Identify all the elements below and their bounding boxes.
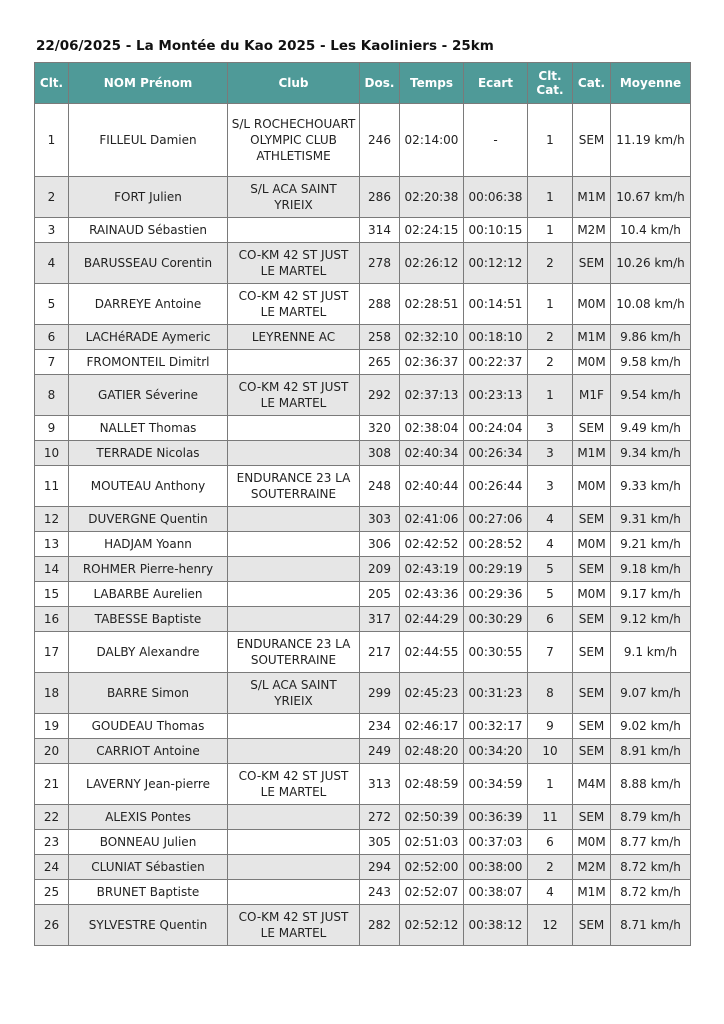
cell-ecart: 00:37:03 bbox=[464, 830, 528, 855]
cell-club bbox=[228, 739, 360, 764]
table-row bbox=[35, 880, 691, 905]
cell-temps: 02:28:51 bbox=[400, 284, 464, 325]
table-row bbox=[35, 507, 691, 532]
cell-clt-cat: 1 bbox=[528, 218, 573, 243]
cell-nom: GATIER Séverine bbox=[69, 375, 228, 416]
cell-cat: M1M bbox=[573, 880, 611, 905]
cell-dos: 286 bbox=[360, 177, 400, 218]
cell-cat: M0M bbox=[573, 284, 611, 325]
cell-cat: M1M bbox=[573, 441, 611, 466]
cell-dos: 282 bbox=[360, 905, 400, 946]
table-row bbox=[35, 325, 691, 350]
cell-ecart: 00:38:00 bbox=[464, 855, 528, 880]
cell-clt: 18 bbox=[35, 673, 69, 714]
cell-moyenne: 9.1 km/h bbox=[611, 632, 691, 673]
cell-ecart: 00:32:17 bbox=[464, 714, 528, 739]
cell-clt-cat: 1 bbox=[528, 177, 573, 218]
cell-clt-cat: 12 bbox=[528, 905, 573, 946]
cell-moyenne: 9.12 km/h bbox=[611, 607, 691, 632]
cell-clt-cat: 7 bbox=[528, 632, 573, 673]
cell-clt: 14 bbox=[35, 557, 69, 582]
cell-temps: 02:50:39 bbox=[400, 805, 464, 830]
cell-clt: 13 bbox=[35, 532, 69, 557]
cell-clt: 21 bbox=[35, 764, 69, 805]
cell-ecart: 00:12:12 bbox=[464, 243, 528, 284]
cell-club: CO-KM 42 ST JUST LE MARTEL bbox=[228, 375, 360, 416]
cell-temps: 02:42:52 bbox=[400, 532, 464, 557]
cell-dos: 272 bbox=[360, 805, 400, 830]
cell-temps: 02:52:00 bbox=[400, 855, 464, 880]
results-table bbox=[34, 62, 691, 946]
cell-clt-cat: 9 bbox=[528, 714, 573, 739]
cell-clt: 17 bbox=[35, 632, 69, 673]
cell-clt: 11 bbox=[35, 466, 69, 507]
cell-cat: M2M bbox=[573, 855, 611, 880]
cell-ecart: - bbox=[464, 104, 528, 177]
cell-ecart: 00:38:12 bbox=[464, 905, 528, 946]
cell-clt-cat: 1 bbox=[528, 375, 573, 416]
cell-cat: SEM bbox=[573, 607, 611, 632]
cell-dos: 249 bbox=[360, 739, 400, 764]
cell-temps: 02:38:04 bbox=[400, 416, 464, 441]
cell-club: ENDURANCE 23 LA SOUTERRAINE bbox=[228, 466, 360, 507]
cell-clt: 9 bbox=[35, 416, 69, 441]
cell-nom: FILLEUL Damien bbox=[69, 104, 228, 177]
cell-ecart: 00:06:38 bbox=[464, 177, 528, 218]
cell-club: CO-KM 42 ST JUST LE MARTEL bbox=[228, 243, 360, 284]
table-row bbox=[35, 557, 691, 582]
cell-clt-cat: 3 bbox=[528, 416, 573, 441]
cell-nom: DARREYE Antoine bbox=[69, 284, 228, 325]
cell-nom: TABESSE Baptiste bbox=[69, 607, 228, 632]
table-row bbox=[35, 607, 691, 632]
cell-ecart: 00:29:36 bbox=[464, 582, 528, 607]
cell-cat: SEM bbox=[573, 557, 611, 582]
cell-dos: 313 bbox=[360, 764, 400, 805]
cell-clt: 19 bbox=[35, 714, 69, 739]
cell-temps: 02:44:29 bbox=[400, 607, 464, 632]
cell-clt: 8 bbox=[35, 375, 69, 416]
cell-dos: 243 bbox=[360, 880, 400, 905]
cell-moyenne: 10.26 km/h bbox=[611, 243, 691, 284]
cell-club bbox=[228, 557, 360, 582]
cell-dos: 299 bbox=[360, 673, 400, 714]
cell-club bbox=[228, 880, 360, 905]
cell-clt: 24 bbox=[35, 855, 69, 880]
cell-temps: 02:51:03 bbox=[400, 830, 464, 855]
cell-dos: 205 bbox=[360, 582, 400, 607]
cell-moyenne: 9.02 km/h bbox=[611, 714, 691, 739]
table-row bbox=[35, 218, 691, 243]
cell-clt: 20 bbox=[35, 739, 69, 764]
table-row bbox=[35, 830, 691, 855]
cell-clt-cat: 1 bbox=[528, 104, 573, 177]
cell-ecart: 00:24:04 bbox=[464, 416, 528, 441]
cell-clt: 3 bbox=[35, 218, 69, 243]
cell-clt-cat: 11 bbox=[528, 805, 573, 830]
cell-ecart: 00:28:52 bbox=[464, 532, 528, 557]
cell-nom: FORT Julien bbox=[69, 177, 228, 218]
cell-moyenne: 9.18 km/h bbox=[611, 557, 691, 582]
cell-moyenne: 9.07 km/h bbox=[611, 673, 691, 714]
cell-cat: M4M bbox=[573, 764, 611, 805]
cell-temps: 02:36:37 bbox=[400, 350, 464, 375]
cell-moyenne: 8.72 km/h bbox=[611, 880, 691, 905]
cell-clt-cat: 6 bbox=[528, 607, 573, 632]
cell-moyenne: 8.77 km/h bbox=[611, 830, 691, 855]
cell-temps: 02:44:55 bbox=[400, 632, 464, 673]
cell-dos: 234 bbox=[360, 714, 400, 739]
cell-cat: M2M bbox=[573, 218, 611, 243]
cell-ecart: 00:31:23 bbox=[464, 673, 528, 714]
table-row bbox=[35, 582, 691, 607]
cell-club: S/L ACA SAINT YRIEIX bbox=[228, 673, 360, 714]
table-row bbox=[35, 243, 691, 284]
cell-moyenne: 9.33 km/h bbox=[611, 466, 691, 507]
table-row bbox=[35, 905, 691, 946]
cell-dos: 292 bbox=[360, 375, 400, 416]
header-moyenne: Moyenne bbox=[611, 63, 691, 104]
cell-nom: SYLVESTRE Quentin bbox=[69, 905, 228, 946]
cell-ecart: 00:14:51 bbox=[464, 284, 528, 325]
cell-dos: 217 bbox=[360, 632, 400, 673]
cell-cat: SEM bbox=[573, 507, 611, 532]
cell-dos: 306 bbox=[360, 532, 400, 557]
cell-dos: 303 bbox=[360, 507, 400, 532]
cell-clt-cat: 3 bbox=[528, 466, 573, 507]
cell-ecart: 00:34:20 bbox=[464, 739, 528, 764]
table-row bbox=[35, 441, 691, 466]
cell-clt: 15 bbox=[35, 582, 69, 607]
cell-moyenne: 9.17 km/h bbox=[611, 582, 691, 607]
cell-dos: 308 bbox=[360, 441, 400, 466]
cell-ecart: 00:27:06 bbox=[464, 507, 528, 532]
cell-ecart: 00:18:10 bbox=[464, 325, 528, 350]
header-row bbox=[35, 63, 691, 104]
cell-cat: SEM bbox=[573, 905, 611, 946]
cell-cat: SEM bbox=[573, 104, 611, 177]
cell-nom: LACHéRADE Aymeric bbox=[69, 325, 228, 350]
cell-moyenne: 10.4 km/h bbox=[611, 218, 691, 243]
cell-cat: SEM bbox=[573, 243, 611, 284]
cell-ecart: 00:26:44 bbox=[464, 466, 528, 507]
cell-clt: 6 bbox=[35, 325, 69, 350]
cell-dos: 294 bbox=[360, 855, 400, 880]
cell-dos: 288 bbox=[360, 284, 400, 325]
cell-clt-cat: 1 bbox=[528, 284, 573, 325]
cell-nom: GOUDEAU Thomas bbox=[69, 714, 228, 739]
header-ecart: Ecart bbox=[464, 63, 528, 104]
cell-temps: 02:40:34 bbox=[400, 441, 464, 466]
cell-clt: 12 bbox=[35, 507, 69, 532]
cell-moyenne: 10.08 km/h bbox=[611, 284, 691, 325]
cell-ecart: 00:34:59 bbox=[464, 764, 528, 805]
cell-club bbox=[228, 441, 360, 466]
cell-moyenne: 9.31 km/h bbox=[611, 507, 691, 532]
cell-cat: M1F bbox=[573, 375, 611, 416]
cell-temps: 02:43:19 bbox=[400, 557, 464, 582]
cell-dos: 317 bbox=[360, 607, 400, 632]
cell-nom: DALBY Alexandre bbox=[69, 632, 228, 673]
cell-temps: 02:37:13 bbox=[400, 375, 464, 416]
cell-ecart: 00:30:55 bbox=[464, 632, 528, 673]
header-dos: Dos. bbox=[360, 63, 400, 104]
table-row bbox=[35, 177, 691, 218]
cell-moyenne: 9.34 km/h bbox=[611, 441, 691, 466]
cell-nom: NALLET Thomas bbox=[69, 416, 228, 441]
cell-club bbox=[228, 582, 360, 607]
cell-cat: SEM bbox=[573, 714, 611, 739]
cell-temps: 02:52:12 bbox=[400, 905, 464, 946]
table-row bbox=[35, 764, 691, 805]
cell-dos: 248 bbox=[360, 466, 400, 507]
cell-dos: 209 bbox=[360, 557, 400, 582]
header-club: Club bbox=[228, 63, 360, 104]
table-row bbox=[35, 739, 691, 764]
cell-nom: LABARBE Aurelien bbox=[69, 582, 228, 607]
cell-temps: 02:43:36 bbox=[400, 582, 464, 607]
cell-ecart: 00:23:13 bbox=[464, 375, 528, 416]
cell-nom: FROMONTEIL Dimitrl bbox=[69, 350, 228, 375]
cell-clt-cat: 1 bbox=[528, 764, 573, 805]
cell-clt-cat: 4 bbox=[528, 532, 573, 557]
cell-moyenne: 9.49 km/h bbox=[611, 416, 691, 441]
cell-temps: 02:46:17 bbox=[400, 714, 464, 739]
header-temps: Temps bbox=[400, 63, 464, 104]
cell-moyenne: 11.19 km/h bbox=[611, 104, 691, 177]
cell-nom: ROHMER Pierre-henry bbox=[69, 557, 228, 582]
cell-clt: 23 bbox=[35, 830, 69, 855]
cell-clt-cat: 4 bbox=[528, 507, 573, 532]
cell-club bbox=[228, 830, 360, 855]
cell-ecart: 00:38:07 bbox=[464, 880, 528, 905]
cell-moyenne: 8.71 km/h bbox=[611, 905, 691, 946]
cell-cat: M0M bbox=[573, 532, 611, 557]
cell-cat: M1M bbox=[573, 177, 611, 218]
page-title: 22/06/2025 - La Montée du Kao 2025 - Les Kaoliniers - 25km bbox=[36, 38, 494, 54]
cell-nom: DUVERGNE Quentin bbox=[69, 507, 228, 532]
table-row bbox=[35, 855, 691, 880]
cell-clt-cat: 3 bbox=[528, 441, 573, 466]
table-row bbox=[35, 532, 691, 557]
cell-nom: CARRIOT Antoine bbox=[69, 739, 228, 764]
cell-moyenne: 10.67 km/h bbox=[611, 177, 691, 218]
cell-cat: M0M bbox=[573, 350, 611, 375]
cell-ecart: 00:22:37 bbox=[464, 350, 528, 375]
cell-clt: 2 bbox=[35, 177, 69, 218]
cell-cat: M0M bbox=[573, 582, 611, 607]
table-row bbox=[35, 805, 691, 830]
cell-clt-cat: 4 bbox=[528, 880, 573, 905]
cell-cat: SEM bbox=[573, 739, 611, 764]
cell-clt-cat: 2 bbox=[528, 325, 573, 350]
cell-clt-cat: 5 bbox=[528, 557, 573, 582]
cell-clt: 7 bbox=[35, 350, 69, 375]
cell-clt: 26 bbox=[35, 905, 69, 946]
cell-nom: MOUTEAU Anthony bbox=[69, 466, 228, 507]
cell-clt: 4 bbox=[35, 243, 69, 284]
cell-club bbox=[228, 714, 360, 739]
cell-moyenne: 9.54 km/h bbox=[611, 375, 691, 416]
cell-nom: HADJAM Yoann bbox=[69, 532, 228, 557]
cell-dos: 305 bbox=[360, 830, 400, 855]
cell-ecart: 00:29:19 bbox=[464, 557, 528, 582]
cell-cat: SEM bbox=[573, 673, 611, 714]
cell-temps: 02:24:15 bbox=[400, 218, 464, 243]
cell-club bbox=[228, 855, 360, 880]
cell-moyenne: 9.86 km/h bbox=[611, 325, 691, 350]
cell-nom: CLUNIAT Sébastien bbox=[69, 855, 228, 880]
cell-temps: 02:20:38 bbox=[400, 177, 464, 218]
cell-moyenne: 9.58 km/h bbox=[611, 350, 691, 375]
cell-club: ENDURANCE 23 LA SOUTERRAINE bbox=[228, 632, 360, 673]
cell-club bbox=[228, 507, 360, 532]
cell-nom: LAVERNY Jean-pierre bbox=[69, 764, 228, 805]
cell-club bbox=[228, 805, 360, 830]
cell-club: S/L ACA SAINT YRIEIX bbox=[228, 177, 360, 218]
cell-club: S/L ROCHECHOUART OLYMPIC CLUB ATHLETISME bbox=[228, 104, 360, 177]
cell-club bbox=[228, 218, 360, 243]
cell-temps: 02:41:06 bbox=[400, 507, 464, 532]
cell-cat: SEM bbox=[573, 632, 611, 673]
cell-moyenne: 8.72 km/h bbox=[611, 855, 691, 880]
cell-dos: 265 bbox=[360, 350, 400, 375]
cell-cat: M1M bbox=[573, 325, 611, 350]
cell-cat: SEM bbox=[573, 805, 611, 830]
cell-ecart: 00:36:39 bbox=[464, 805, 528, 830]
cell-clt-cat: 8 bbox=[528, 673, 573, 714]
cell-club: CO-KM 42 ST JUST LE MARTEL bbox=[228, 905, 360, 946]
cell-dos: 246 bbox=[360, 104, 400, 177]
header-clt: Clt. bbox=[35, 63, 69, 104]
cell-temps: 02:48:59 bbox=[400, 764, 464, 805]
cell-dos: 320 bbox=[360, 416, 400, 441]
table-row bbox=[35, 714, 691, 739]
cell-clt: 22 bbox=[35, 805, 69, 830]
table-row bbox=[35, 104, 691, 177]
cell-clt: 16 bbox=[35, 607, 69, 632]
table-row bbox=[35, 284, 691, 325]
cell-temps: 02:40:44 bbox=[400, 466, 464, 507]
cell-nom: BRUNET Baptiste bbox=[69, 880, 228, 905]
cell-nom: ALEXIS Pontes bbox=[69, 805, 228, 830]
cell-club bbox=[228, 607, 360, 632]
cell-temps: 02:14:00 bbox=[400, 104, 464, 177]
cell-nom: RAINAUD Sébastien bbox=[69, 218, 228, 243]
cell-moyenne: 8.91 km/h bbox=[611, 739, 691, 764]
table-row bbox=[35, 673, 691, 714]
cell-temps: 02:52:07 bbox=[400, 880, 464, 905]
cell-clt-cat: 10 bbox=[528, 739, 573, 764]
cell-temps: 02:26:12 bbox=[400, 243, 464, 284]
cell-nom: TERRADE Nicolas bbox=[69, 441, 228, 466]
table-row bbox=[35, 632, 691, 673]
cell-clt: 1 bbox=[35, 104, 69, 177]
cell-temps: 02:32:10 bbox=[400, 325, 464, 350]
cell-temps: 02:48:20 bbox=[400, 739, 464, 764]
cell-nom: BARUSSEAU Corentin bbox=[69, 243, 228, 284]
header-clt-cat: Clt. Cat. bbox=[528, 63, 573, 104]
header-cat: Cat. bbox=[573, 63, 611, 104]
table-row bbox=[35, 466, 691, 507]
cell-cat: SEM bbox=[573, 416, 611, 441]
cell-dos: 278 bbox=[360, 243, 400, 284]
cell-moyenne: 8.88 km/h bbox=[611, 764, 691, 805]
cell-moyenne: 9.21 km/h bbox=[611, 532, 691, 557]
cell-club: CO-KM 42 ST JUST LE MARTEL bbox=[228, 284, 360, 325]
cell-club bbox=[228, 350, 360, 375]
cell-clt-cat: 5 bbox=[528, 582, 573, 607]
cell-moyenne: 8.79 km/h bbox=[611, 805, 691, 830]
cell-clt: 10 bbox=[35, 441, 69, 466]
cell-clt-cat: 2 bbox=[528, 350, 573, 375]
cell-club: CO-KM 42 ST JUST LE MARTEL bbox=[228, 764, 360, 805]
cell-clt: 25 bbox=[35, 880, 69, 905]
table-row bbox=[35, 350, 691, 375]
cell-dos: 314 bbox=[360, 218, 400, 243]
table-row bbox=[35, 375, 691, 416]
cell-cat: M0M bbox=[573, 466, 611, 507]
cell-ecart: 00:30:29 bbox=[464, 607, 528, 632]
cell-ecart: 00:26:34 bbox=[464, 441, 528, 466]
cell-nom: BARRE Simon bbox=[69, 673, 228, 714]
cell-ecart: 00:10:15 bbox=[464, 218, 528, 243]
header-nom: NOM Prénom bbox=[69, 63, 228, 104]
table-row bbox=[35, 416, 691, 441]
cell-clt: 5 bbox=[35, 284, 69, 325]
cell-cat: M0M bbox=[573, 830, 611, 855]
cell-club bbox=[228, 532, 360, 557]
cell-clt-cat: 2 bbox=[528, 243, 573, 284]
cell-nom: BONNEAU Julien bbox=[69, 830, 228, 855]
cell-clt-cat: 6 bbox=[528, 830, 573, 855]
cell-temps: 02:45:23 bbox=[400, 673, 464, 714]
cell-dos: 258 bbox=[360, 325, 400, 350]
cell-clt-cat: 2 bbox=[528, 855, 573, 880]
cell-club: LEYRENNE AC bbox=[228, 325, 360, 350]
cell-club bbox=[228, 416, 360, 441]
